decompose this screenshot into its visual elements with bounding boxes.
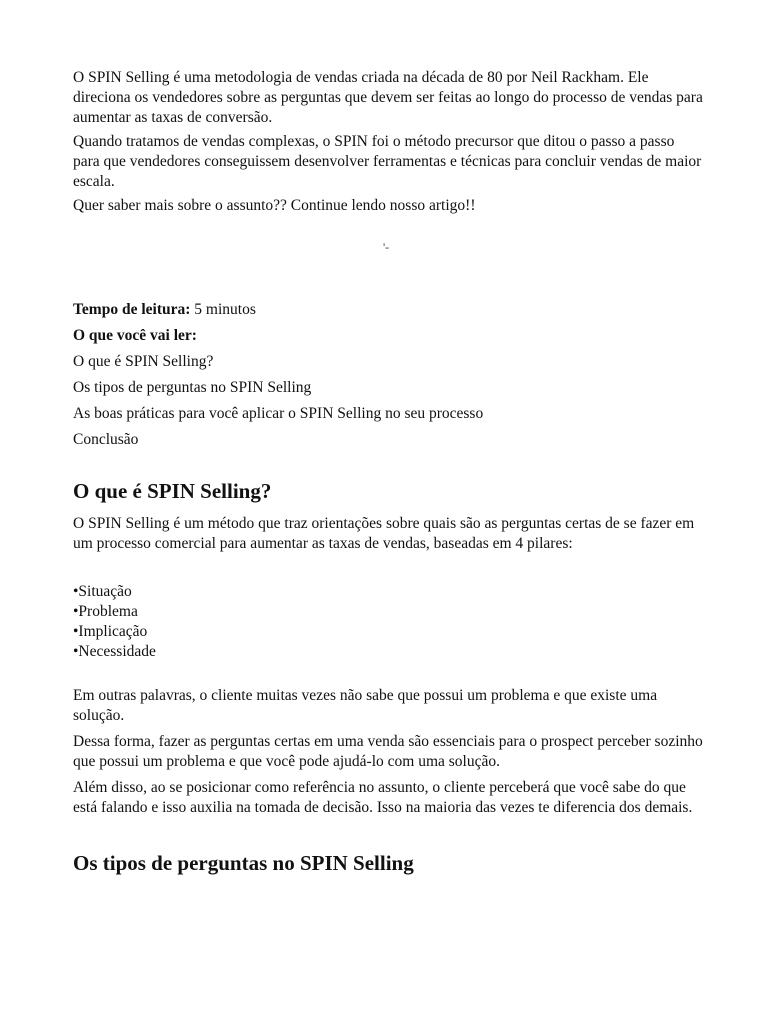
pillar-item: •Necessidade	[73, 643, 156, 660]
pillars-list	[73, 582, 703, 662]
toc-item: Conclusão	[73, 431, 139, 448]
intro-section	[73, 68, 703, 216]
toc-item: Os tipos de perguntas no SPIN Selling	[73, 379, 312, 396]
reading-time-label: Tempo de leitura:	[73, 301, 191, 318]
article-meta	[73, 300, 703, 450]
toc-item: O que é SPIN Selling?	[73, 353, 214, 370]
reading-time-value: 5 minutos	[190, 301, 256, 318]
divider	[73, 220, 703, 300]
section1-paragraph-2: Em outras palavras, o cliente muitas vezes não sabe que possui um problema e que existe uma solução.	[73, 687, 658, 724]
section1-paragraph-4: Além disso, ao se posicionar como referência no assunto, o cliente perceberá que você sabe do que está falando e isso auxilia na tomada de decisão. Isso na maioria das vezes te diferencia dos demais.	[73, 779, 693, 816]
section-heading-what-is-spin: O que é SPIN Selling?	[73, 479, 272, 503]
reading-time	[73, 300, 703, 320]
intro-paragraph-2: Quando tratamos de vendas complexas, o SPIN foi o método precursor que ditou o passo a passo para que vendedores conseguissem desenvolver ferramentas e técnicas para concluir vendas de maior escala.	[73, 133, 702, 190]
intro-paragraph-1: O SPIN Selling é uma metodologia de vendas criada na década de 80 por Neil Rackham. Ele direciona os vendedores sobre as perguntas que devem ser feitas ao longo do processo de vendas para aumentar as taxas de conversão.	[73, 69, 703, 126]
divider-mark: '-	[383, 240, 390, 254]
pillar-item: •Situação	[73, 583, 132, 600]
pillar-item: •Implicação	[73, 623, 148, 640]
pillar-item: •Problema	[73, 603, 138, 620]
toc-item: As boas práticas para você aplicar o SPIN Selling no seu processo	[73, 405, 484, 422]
intro-paragraph-3: Quer saber mais sobre o assunto?? Continue lendo nosso artigo!!	[73, 197, 476, 214]
toc-title: O que você vai ler:	[73, 327, 197, 344]
section1-paragraph-3: Dessa forma, fazer as perguntas certas em uma venda são essenciais para o prospect perceber sozinho que possui um problema e que você pode ajudá-lo com uma solução.	[73, 733, 703, 770]
document-page	[73, 68, 703, 876]
section-heading-question-types: Os tipos de perguntas no SPIN Selling	[73, 851, 414, 875]
section1-paragraph-1: O SPIN Selling é um método que traz orientações sobre quais são as perguntas certas de se fazer em um processo comercial para aumentar as taxas de vendas, baseadas em 4 pilares:	[73, 515, 695, 552]
